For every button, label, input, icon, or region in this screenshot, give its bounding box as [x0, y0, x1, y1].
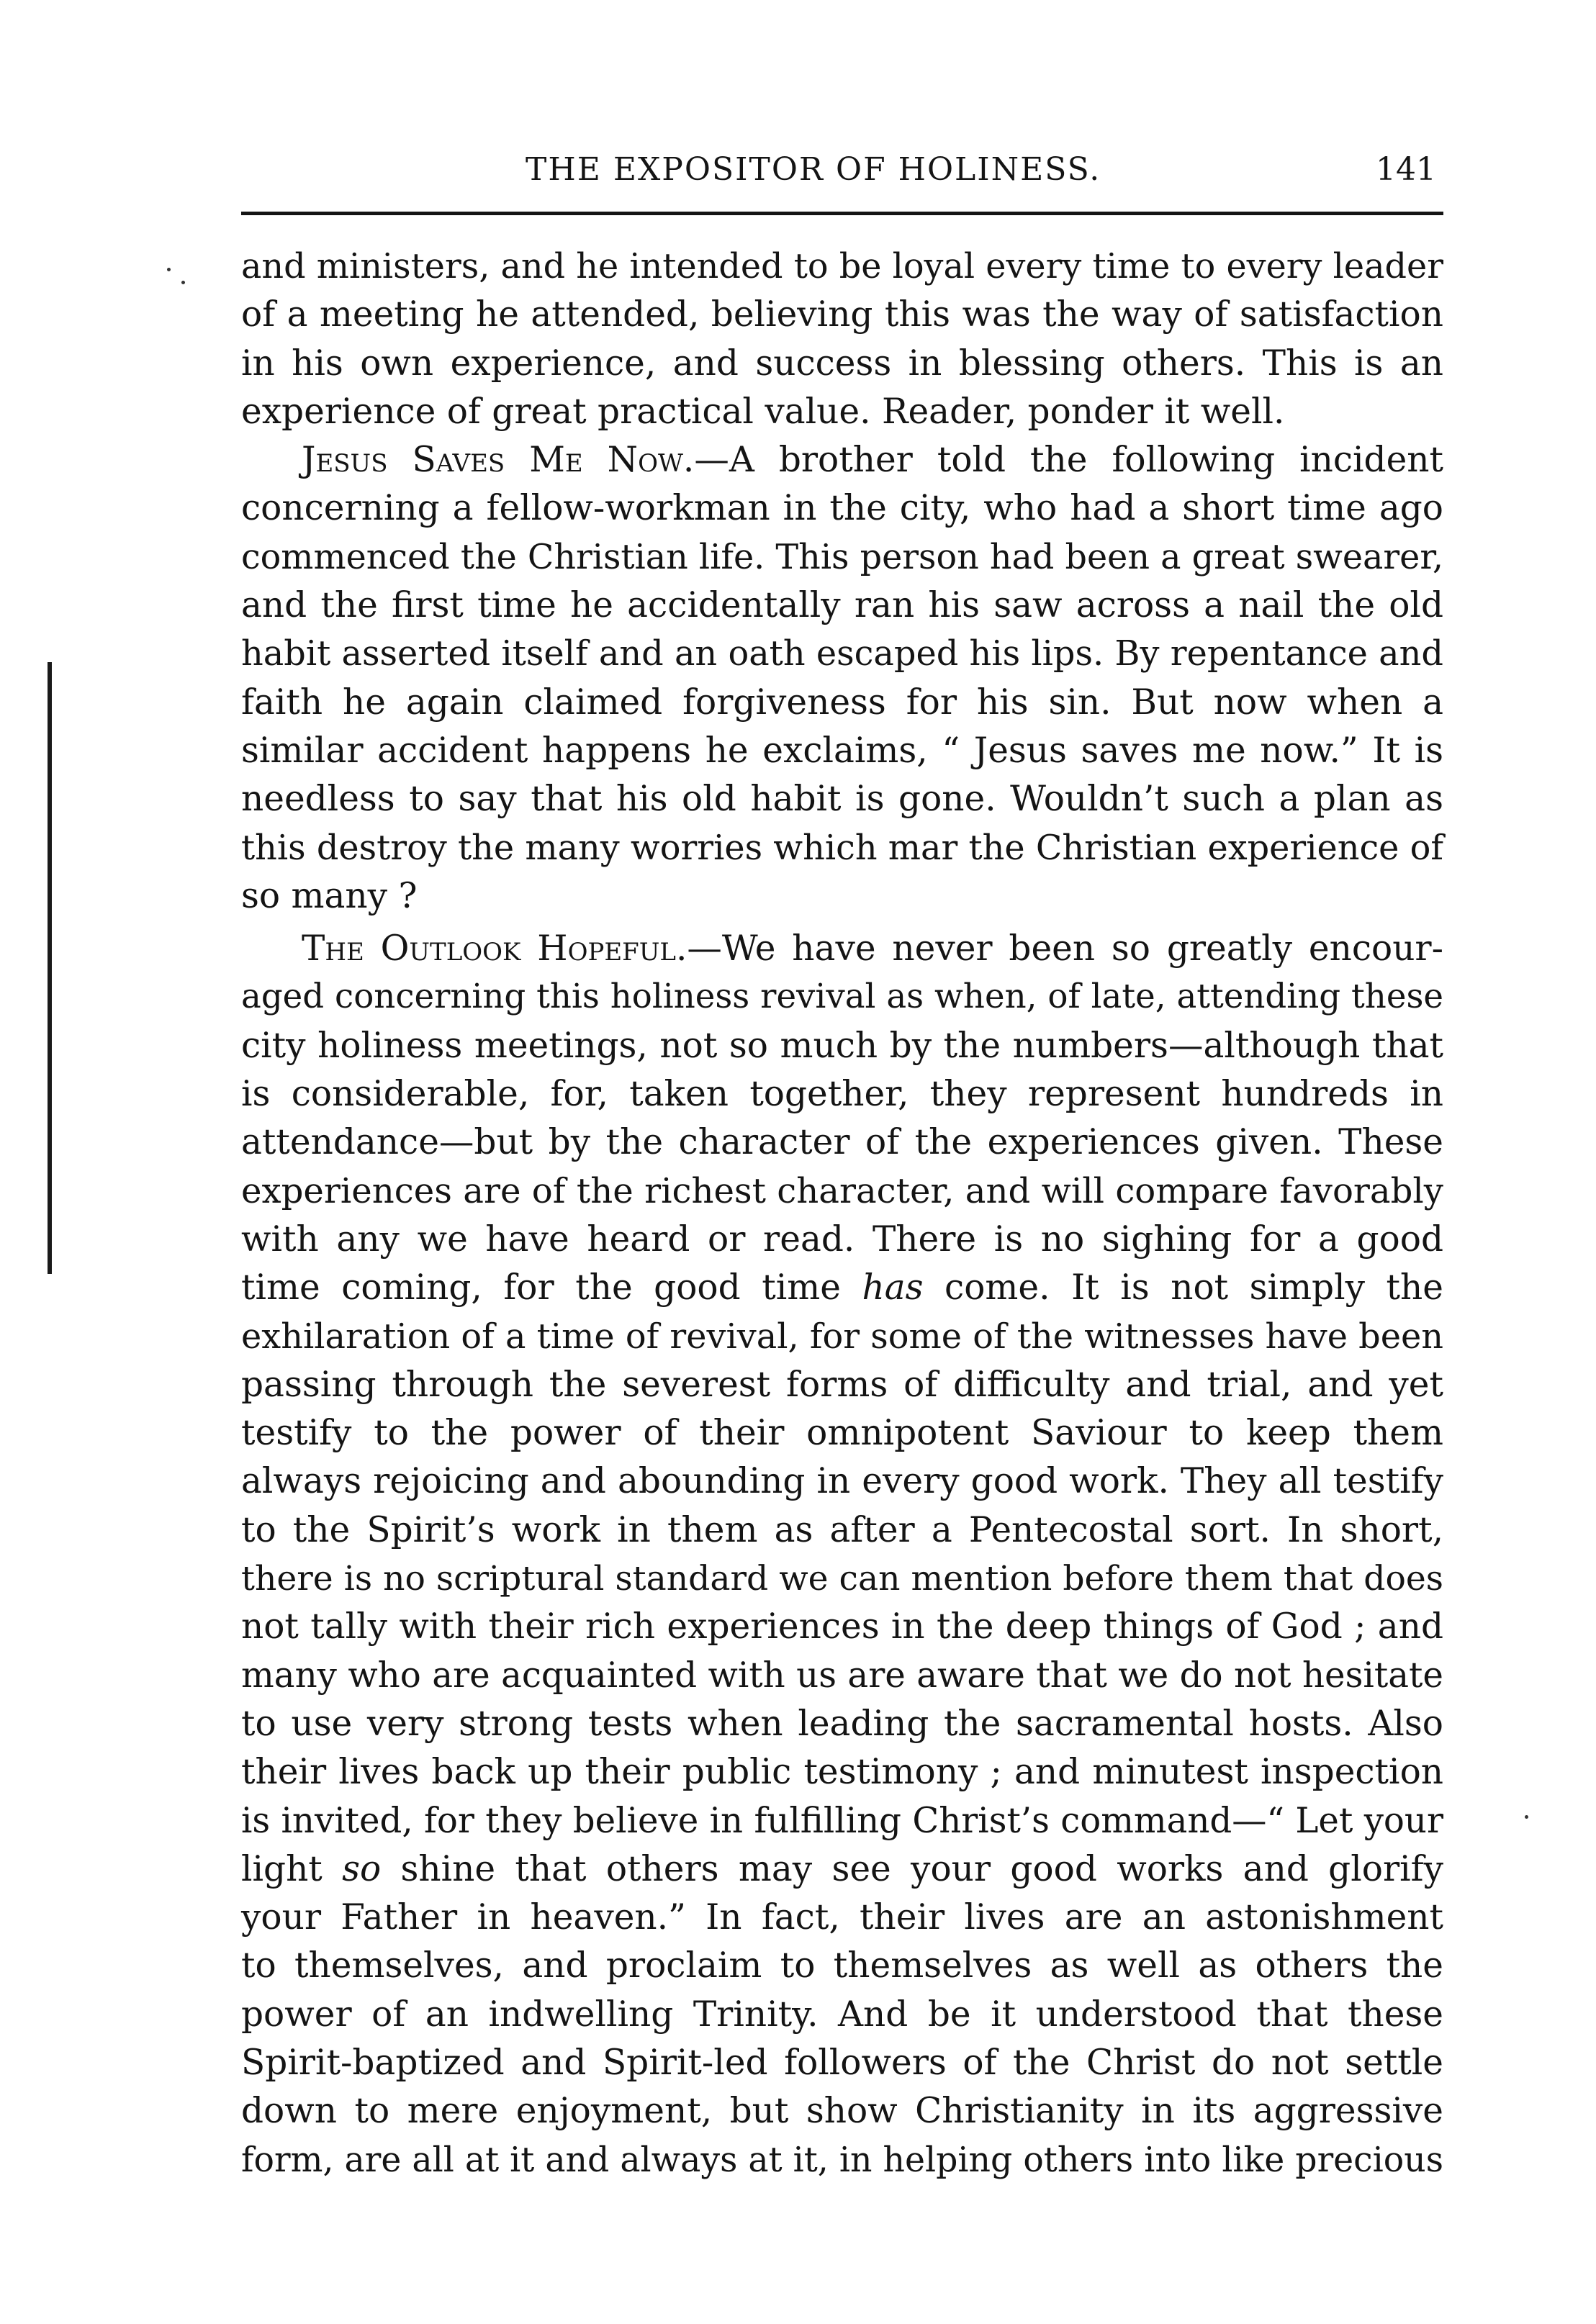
- header-rule: [241, 212, 1443, 215]
- text-line: [241, 1264, 1443, 1312]
- section-heading: The Outlook Hopeful.: [302, 928, 687, 969]
- text-line: many who are acquainted with us are aware that we do not hesitate: [241, 1655, 1443, 1696]
- text-line: to themselves, and proclaim to themselves as well as others the: [241, 1945, 1443, 1986]
- text-line: down to mere enjoyment, but show Christianity in its aggressive: [241, 2091, 1443, 2132]
- text-line: experiences are of the richest character, and will compare favorably: [241, 1170, 1443, 1211]
- paragraph-first-line: [241, 925, 1443, 973]
- text-line: Spirit-baptized and Spirit-led followers of the Christ do not settle: [241, 2042, 1443, 2083]
- text-line: exhilaration of a time of revival, for some of the witnesses have been: [241, 1316, 1443, 1357]
- text-line: aged concerning this holiness revival as when, of late, attending these: [241, 977, 1443, 1017]
- text-run: —We have never been so greatly encour-: [687, 928, 1444, 969]
- text-line: is invited, for they believe in fulfilling Christ’s command—“ Let your: [241, 1800, 1443, 1841]
- margin-speck: [167, 268, 171, 271]
- text-line: needless to say that his old habit is gone. Wouldn’t such a plan as: [241, 779, 1443, 820]
- text-line: with any we have heard or read. There is no sighing for a good: [241, 1218, 1443, 1260]
- page-number: 141: [1376, 151, 1436, 188]
- page-header: [241, 144, 1443, 194]
- text-run: —A brother told the following incident: [694, 440, 1444, 481]
- text-line: faith he again claimed forgiveness for his sin. But now when a: [241, 682, 1443, 723]
- text-line: testify to the power of their omnipotent Saviour to keep them: [241, 1413, 1443, 1454]
- paragraph-first-line: [241, 436, 1443, 484]
- text-line: is considerable, for, taken together, they represent hundreds in: [241, 1074, 1443, 1115]
- text-line: their lives back up their public testimony ; and minutest inspection: [241, 1752, 1443, 1793]
- body-text: [241, 243, 1443, 2184]
- margin-mark: [48, 662, 52, 1274]
- running-title: THE EXPOSITOR OF HOLINESS.: [526, 151, 1101, 188]
- margin-speck: [1525, 1815, 1528, 1819]
- text-run: come. It is not simply the: [923, 1267, 1443, 1308]
- text-line: power of an indwelling Trinity. And be it understood that these: [241, 1994, 1443, 2035]
- text-run: light: [241, 1848, 343, 1889]
- text-line: there is no scriptural standard we can mention before them that does: [241, 1559, 1443, 1599]
- text-line: to the Spirit’s work in them as after a Pentecostal sort. In short,: [241, 1509, 1443, 1550]
- italic-word: so: [342, 1848, 382, 1889]
- text-line: in his own experience, and success in blessing others. This is an: [241, 343, 1443, 384]
- text-run: time coming, for the good time: [241, 1267, 862, 1308]
- text-line: city holiness meetings, not so much by the numbers—although that: [241, 1025, 1443, 1066]
- text-line: this destroy the many worries which mar the Christian experience of: [241, 828, 1443, 868]
- text-line: your Father in heaven.” In fact, their lives are an astonishment: [241, 1897, 1443, 1938]
- text-line: habit asserted itself and an oath escaped his lips. By repentance and: [241, 634, 1443, 674]
- text-line: so many ?: [241, 875, 418, 916]
- text-line: and the first time he accidentally ran his saw across a nail the old: [241, 585, 1443, 626]
- italic-word: has: [862, 1267, 924, 1308]
- text-line: commenced the Christian life. This person had been a great swearer,: [241, 537, 1443, 577]
- section-heading: Jesus Saves Me Now.: [302, 440, 695, 481]
- text-line: always rejoicing and abounding in every good work. They all testify: [241, 1461, 1443, 1502]
- text-line: of a meeting he attended, believing this was the way of satisfaction: [241, 294, 1443, 335]
- margin-speck: [181, 281, 185, 284]
- text-line: concerning a fellow-workman in the city, who had a short time ago: [241, 488, 1443, 529]
- text-line: attendance—but by the character of the experiences given. These: [241, 1122, 1443, 1163]
- text-line: [241, 1845, 1443, 1894]
- text-line: similar accident happens he exclaims, “ Jesus saves me now.” It is: [241, 730, 1443, 771]
- text-line: experience of great practical value. Reader, ponder it well.: [241, 391, 1285, 432]
- text-line: not tally with their rich experiences in the deep things of God ; and: [241, 1606, 1443, 1647]
- text-line: to use very strong tests when leading the sacramental hosts. Also: [241, 1703, 1443, 1744]
- text-line: form, are all at it and always at it, in helping others into like precious: [241, 2140, 1443, 2180]
- text-line: and ministers, and he intended to be loyal every time to every leader: [241, 247, 1443, 286]
- text-run: shine that others may see your good works and glorify: [381, 1848, 1443, 1889]
- text-line: passing through the severest forms of difficulty and trial, and yet: [241, 1364, 1443, 1405]
